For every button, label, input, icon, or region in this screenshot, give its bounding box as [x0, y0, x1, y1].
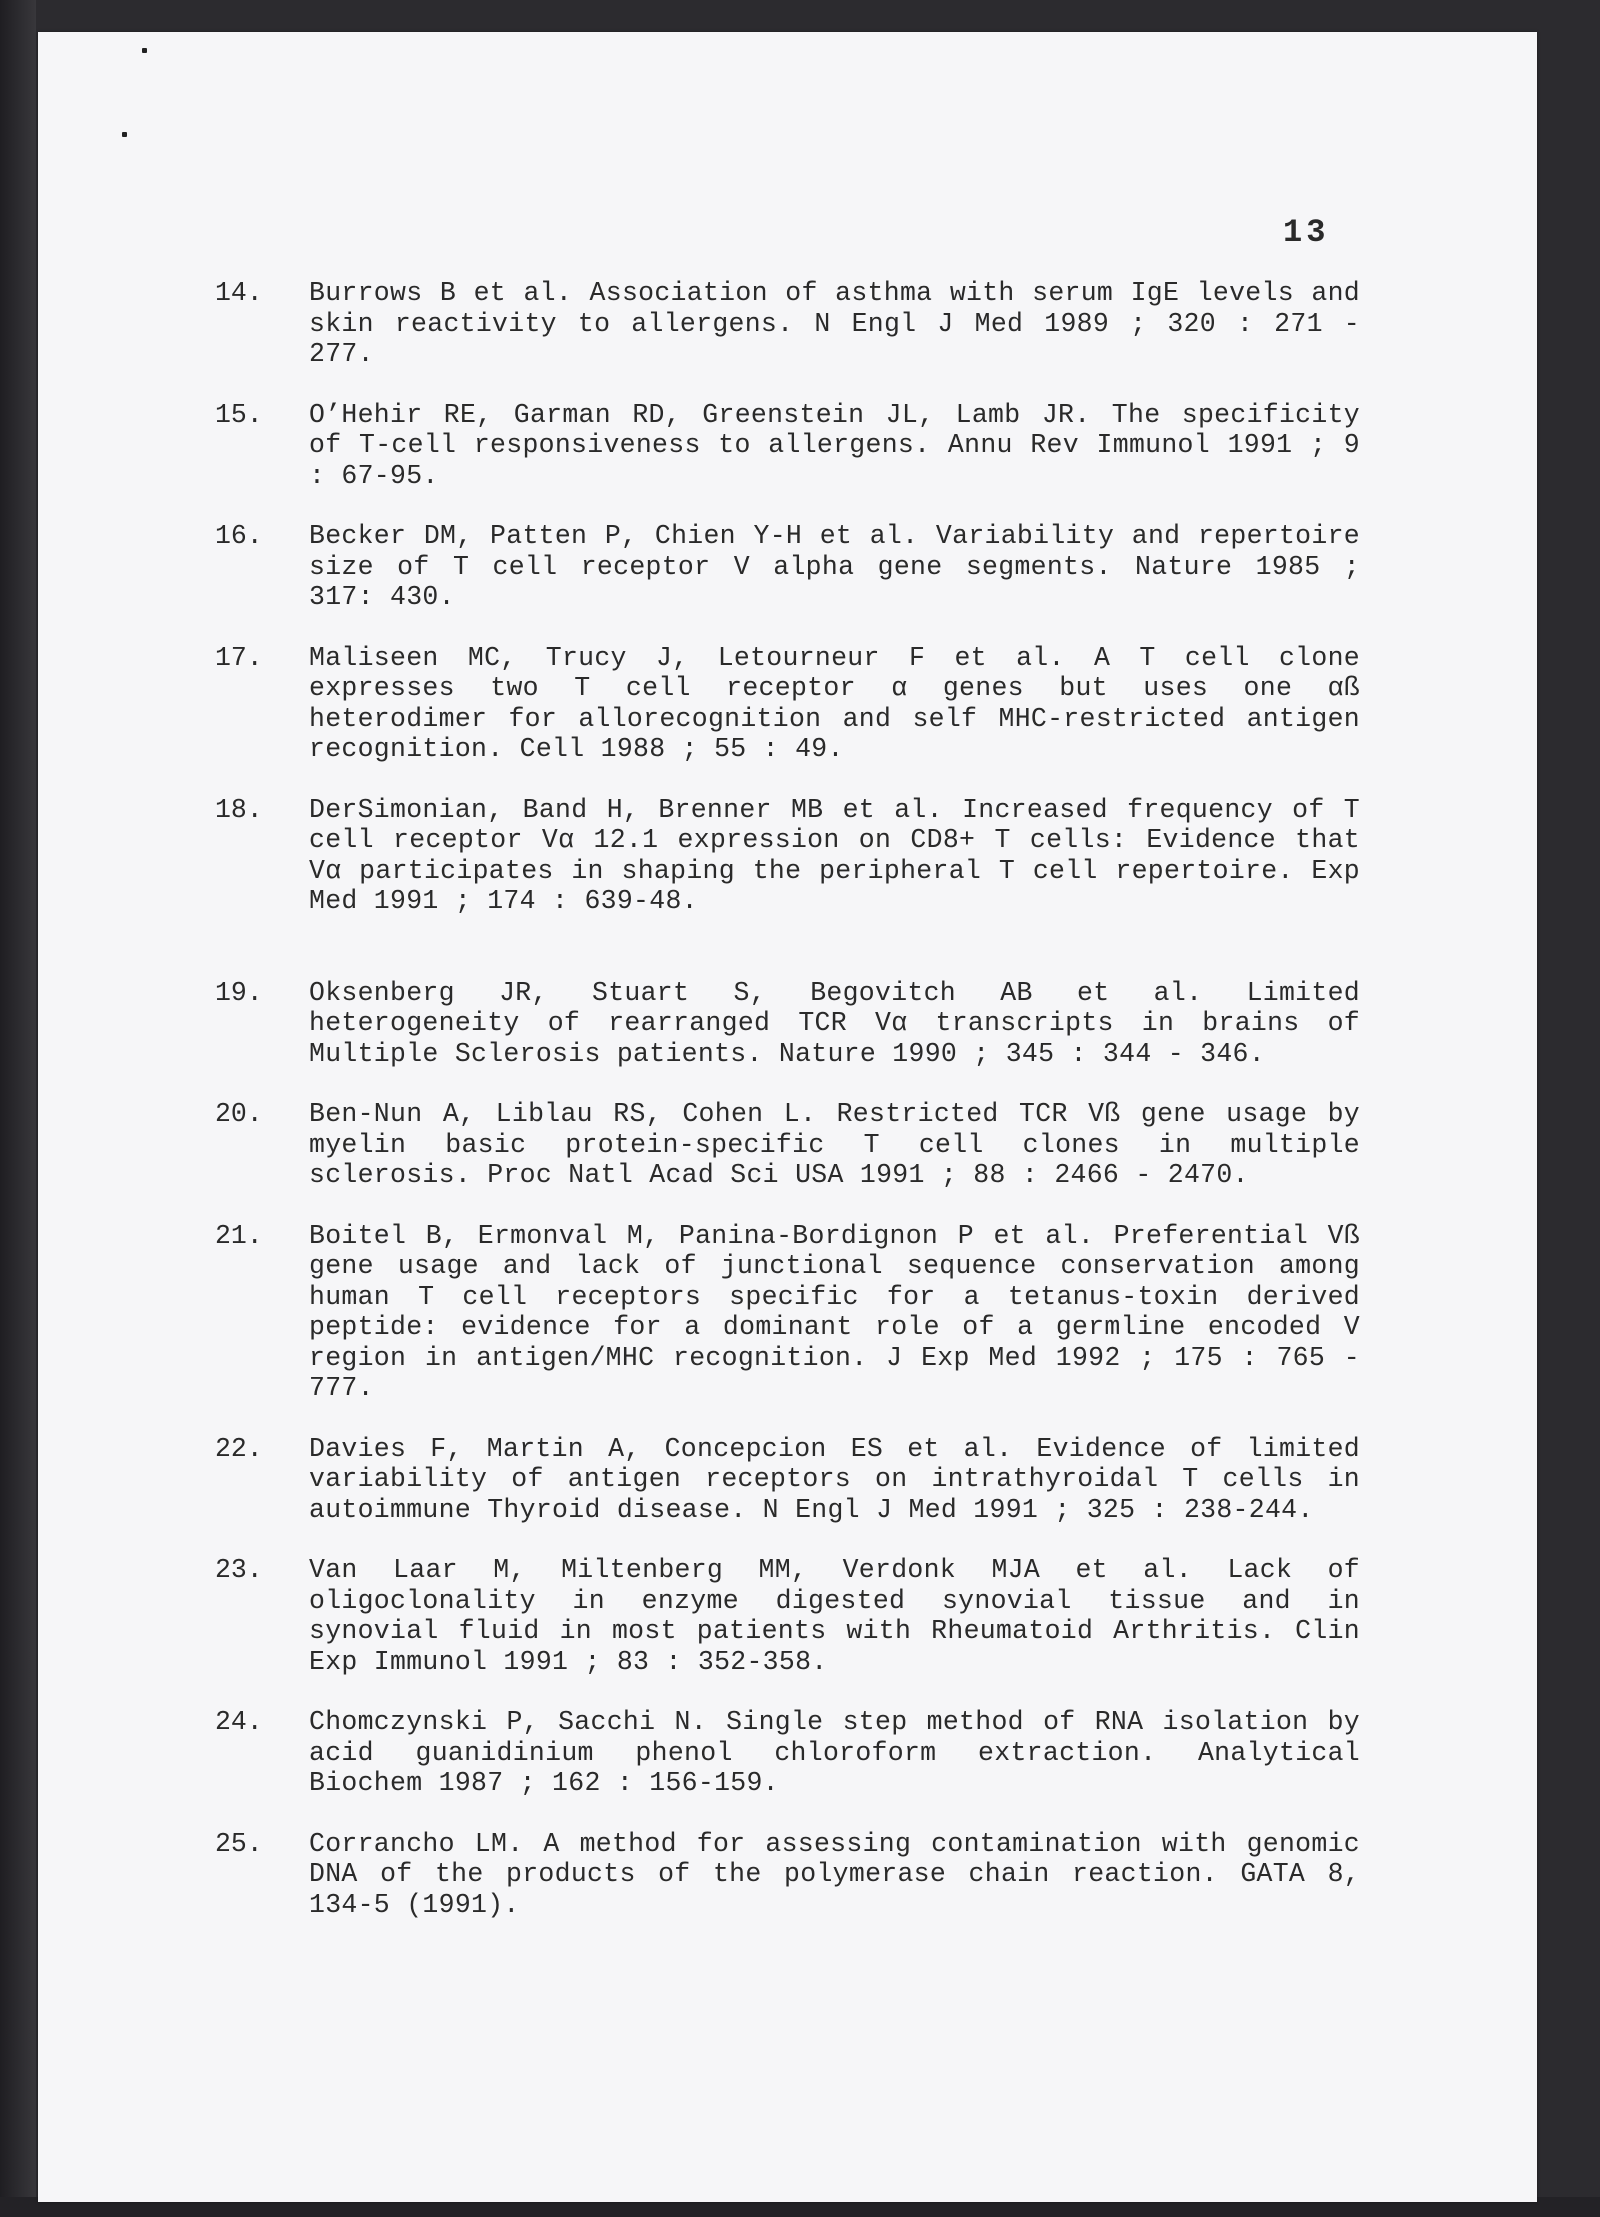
- reference-item: [215, 1099, 1360, 1191]
- reference-text: Oksenberg JR, Stuart S, Begovitch AB et al. Limited heterogeneity of rearranged TCR Vα transcripts in brains of Multiple Sclerosis patients. Nature 1990 ; 345 : 344 - 346.: [309, 977, 1360, 1069]
- paper-speck: [122, 132, 127, 137]
- reference-text: Van Laar M, Miltenberg MM, Verdonk MJA et al. Lack of oligoclonality in enzyme digested synovial tissue and in synovial fluid in most patients with Rheumatoid Arthritis. Clin Exp Immunol 1991 ; 83 : 352-358.: [309, 1555, 1360, 1677]
- reference-item: [215, 1555, 1360, 1677]
- reference-item: [215, 795, 1360, 917]
- reference-number: 15.: [215, 399, 263, 430]
- reference-item: [215, 1707, 1360, 1799]
- reference-item: [215, 1434, 1360, 1526]
- reference-item: [215, 643, 1360, 765]
- reference-item: [215, 278, 1360, 370]
- reference-number: 24.: [215, 1707, 263, 1737]
- reference-text: Chomczynski P, Sacchi N. Single step method of RNA isolation by acid guanidinium phenol chloroform extraction. Analytical Biochem 1987 ; 162 : 156-159.: [309, 1707, 1360, 1798]
- reference-number: 25.: [215, 1828, 263, 1859]
- reference-text: Corrancho LM. A method for assessing contamination with genomic DNA of the products of the polymerase chain reaction. GATA 8, 134-5 (1991).: [309, 1828, 1360, 1920]
- reference-text: Becker DM, Patten P, Chien Y-H et al. Variability and repertoire size of T cell receptor V alpha gene segments. Nature 1985 ; 317: 430.: [309, 521, 1360, 612]
- reference-text: Boitel B, Ermonval M, Panina-Bordignon P et al. Preferential Vß gene usage and lack of junctional sequence conservation among human T cell receptors specific for a tetanus-toxin derived peptide: evidence for a dominant role of a germline encoded V region in antigen/MHC recognition. J Exp Med 1992 ; 175 : 765 - 777.: [309, 1220, 1360, 1403]
- reference-number: 20.: [215, 1099, 263, 1129]
- reference-item: [215, 1829, 1360, 1921]
- reference-number: 23.: [215, 1555, 263, 1585]
- reference-text: O’Hehir RE, Garman RD, Greenstein JL, Lamb JR. The specificity of T-cell responsiveness to allergens. Annu Rev Immunol 1991 ; 9 : 67-95.: [309, 399, 1360, 491]
- reference-item: [215, 978, 1360, 1070]
- reference-number: 19.: [215, 977, 263, 1008]
- reference-number: 14.: [215, 278, 263, 308]
- reference-item: [215, 1221, 1360, 1404]
- reference-number: 17.: [215, 642, 263, 673]
- paper-speck: [142, 48, 147, 53]
- reference-number: 18.: [215, 794, 263, 825]
- reference-text: DerSimonian, Band H, Brenner MB et al. Increased frequency of T cell receptor Vα 12.1 expression on CD8+ T cells: Evidence that Vα participates in shaping the peripheral T cell repertoire. Exp Med 1991 ; 174 : 639-48.: [309, 794, 1360, 916]
- reference-item: [215, 521, 1360, 613]
- reference-item: [215, 400, 1360, 492]
- reference-number: 16.: [215, 521, 263, 551]
- reference-text: Davies F, Martin A, Concepcion ES et al. Evidence of limited variability of antigen receptors on intrathyroidal T cells in autoimmune Thyroid disease. N Engl J Med 1991 ; 325 : 238-244.: [309, 1433, 1360, 1525]
- reference-text: Burrows B et al. Association of asthma with serum IgE levels and skin reactivity to allergens. N Engl J Med 1989 ; 320 : 271 - 277.: [309, 278, 1360, 369]
- page-number: 13: [1283, 214, 1330, 251]
- reference-text: Ben-Nun A, Liblau RS, Cohen L. Restricted TCR Vß gene usage by myelin basic protein-specific T cell clones in multiple sclerosis. Proc Natl Acad Sci USA 1991 ; 88 : 2466 - 2470.: [309, 1099, 1360, 1190]
- reference-number: 22.: [215, 1433, 263, 1464]
- reference-list: [215, 278, 1360, 1950]
- scanner-background-left: [0, 0, 36, 2217]
- reference-number: 21.: [215, 1220, 263, 1251]
- reference-text: Maliseen MC, Trucy J, Letourneur F et al. A T cell clone expresses two T cell receptor α genes but uses one αß heterodimer for allorecognition and self MHC-restricted antigen recognition. Cell 1988 ; 55 : 49.: [309, 642, 1360, 764]
